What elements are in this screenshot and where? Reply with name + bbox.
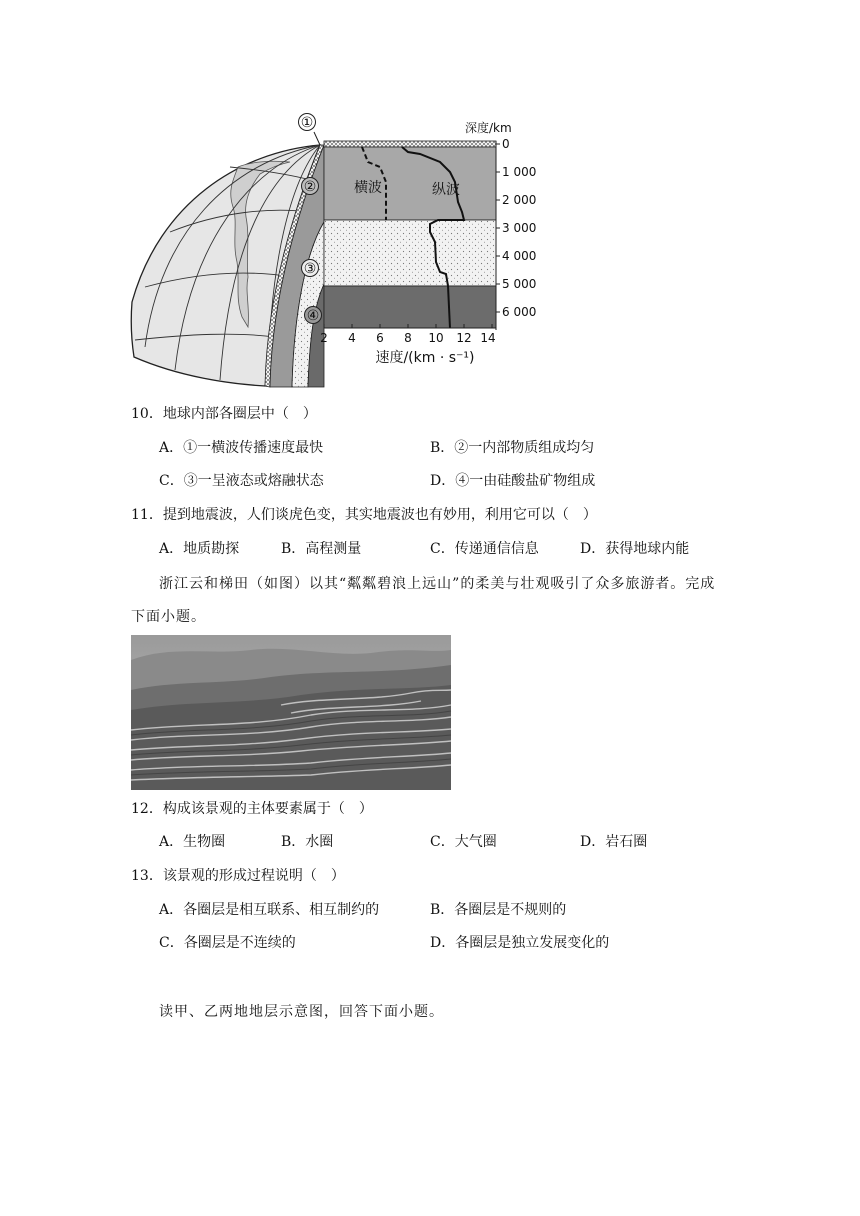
q10-stem: 10．地球内部各圈层中（ ） — [131, 406, 317, 422]
p-wave-label: 纵波 — [432, 182, 460, 198]
speed-tick: 2 — [320, 331, 328, 345]
q13-option-d: D．各圈层是独立发展变化的 — [430, 935, 610, 951]
label-3: ③ — [303, 261, 317, 277]
inner-core-layer — [324, 286, 496, 328]
depth-tick: 1 000 — [502, 165, 537, 179]
q12-option-d: D．岩石圈 — [580, 834, 648, 850]
speed-tick: 6 — [376, 331, 384, 345]
intro2-paragraph: 读甲、乙两地地层示意图，回答下面小题。 — [159, 1004, 444, 1020]
q12-option-c: C．大气圈 — [430, 834, 497, 850]
s-wave-label: 横波 — [354, 180, 382, 196]
depth-tick: 6 000 — [502, 305, 537, 319]
depth-tick-marks — [496, 144, 500, 312]
q10-option-c: C．③一呈液态或熔融状态 — [159, 473, 324, 489]
q10-option-a: A．①一横波传播速度最快 — [159, 440, 324, 456]
speed-tick: 4 — [348, 331, 356, 345]
q13-option-b: B．各圈层是不规则的 — [430, 902, 567, 918]
outer-core-layer — [324, 220, 496, 286]
q11-option-b: B．高程测量 — [281, 541, 362, 557]
speed-tick: 10 — [428, 331, 444, 345]
terrace-photo — [131, 635, 451, 790]
speed-tick: 14 — [480, 331, 496, 345]
depth-tick: 3 000 — [502, 221, 537, 235]
q11-option-c: C．传递通信信息 — [430, 541, 539, 557]
speed-tick: 12 — [456, 331, 472, 345]
label-1: ① — [300, 115, 314, 131]
q12-option-b: B．水圈 — [281, 834, 334, 850]
depth-axis-title: 深度/km — [465, 121, 512, 135]
q11-option-a: A．地质勘探 — [159, 541, 240, 557]
q10-option-b: B．②一内部物质组成均匀 — [430, 440, 595, 456]
q13-option-c: C．各圈层是不连续的 — [159, 935, 296, 951]
label-2: ② — [303, 179, 317, 195]
mantle-layer — [324, 147, 496, 220]
depth-tick: 0 — [502, 137, 510, 151]
q13-option-a: A．各圈层是相互联系、相互制约的 — [159, 902, 380, 918]
earth-interior-diagram — [120, 112, 537, 392]
q11-stem: 11．提到地震波，人们谈虎色变，其实地震波也有妙用，利用它可以（ ） — [131, 507, 597, 523]
q11-option-d: D．获得地球内能 — [580, 541, 690, 557]
speed-tick: 8 — [404, 331, 412, 345]
label-4: ④ — [306, 308, 320, 324]
crust-layer — [324, 141, 496, 147]
intro-paragraph-line1: 浙江云和梯田（如图）以其“粼粼碧浪上远山”的柔美与壮观吸引了众多旅游者。完成 — [159, 576, 716, 592]
intro-paragraph-line2: 下面小题。 — [131, 609, 206, 625]
depth-tick: 5 000 — [502, 277, 537, 291]
depth-tick: 2 000 — [502, 193, 537, 207]
speed-axis-title: 速度/(km · s⁻¹) — [375, 350, 475, 366]
q13-stem: 13．该景观的形成过程说明（ ） — [131, 868, 345, 884]
depth-tick: 4 000 — [502, 249, 537, 263]
q10-option-d: D．④一由硅酸盐矿物组成 — [430, 473, 596, 489]
q12-option-a: A．生物圈 — [159, 834, 226, 850]
q12-stem: 12．构成该景观的主体要素属于（ ） — [131, 801, 373, 817]
